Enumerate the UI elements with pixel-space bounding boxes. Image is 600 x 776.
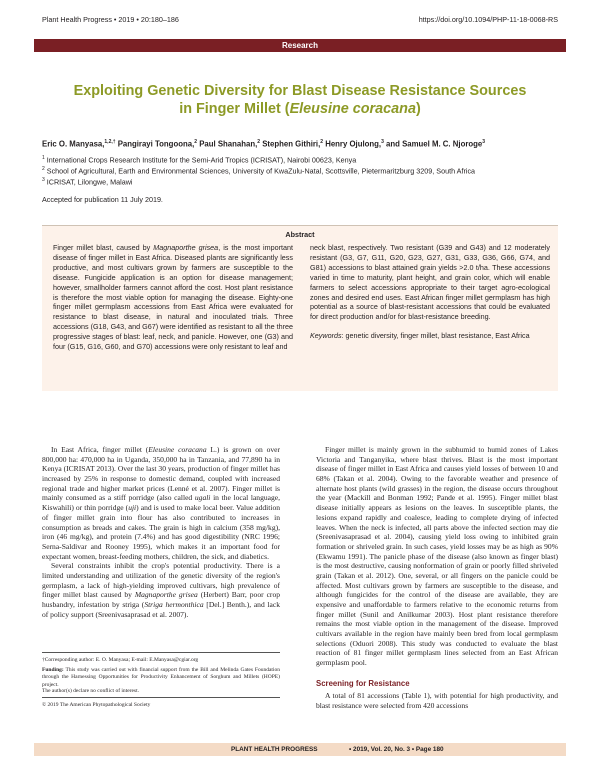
pathogen-name: Magnaporthe grisea bbox=[153, 243, 219, 252]
title-line-1: Exploiting Genetic Diversity for Blast Disease Resistance Sources bbox=[73, 83, 527, 99]
abstract-box bbox=[42, 225, 558, 391]
page-footer bbox=[34, 743, 566, 756]
doi-link[interactable]: https://doi.org/10.1094/PHP-11-18-0068-RS bbox=[418, 15, 558, 24]
paragraph: A total of 81 accessions (Table 1), with potential for high productivity, and blast resistance were selected from 420 accessions bbox=[316, 691, 558, 710]
conflict-note: The author(s) declare no conflict of interest. bbox=[42, 688, 139, 694]
keywords-label: Keywords bbox=[310, 331, 342, 341]
affiliation: $^2$ School of Agricultural, Earth and Environmental Sciences, University of KwaZulu-Natal, Scottsville, Pietermaritzburg 3209, South Africa bbox=[42, 166, 476, 176]
paragraph: Finger millet is mainly grown in the subhumid to humid zones of Lakes Victoria and Tanganyika, where blast thrives. Blast is the most important disease of finger millet in East Africa and causes yield losses of between 10 and 68% (Takan et al. 2004). Owing to the favorable weather and presence of alternate host plants (wild grasses) in the region, the disease occurs throughout the year (Mackill and Bonman 1992; Pande et al. 1995). Finger millet blast disease initially appears as lesions on the leaves. In susceptible plants, the lesions expand rapidly and coalesce, leading to complete drying of infected leaves. When the neck is infected, all parts above the infected section may die (Sreenivasaprasad et al. 2004), causing yield loss owing to inhibited grain formation or shriveled grain. In such cases, yield losses may be as high as 90% (Ekwamu 1991). The panicle phase of the disease (also known as finger blast) is the most destructive, causing nonformation of grain or poorly filled shriveled grain (Takan et al. 2012). One, several, or all fingers on the panicle could be affected. Most cultivars grown by farmers are susceptible to the disease, and although fungicides for the control of the disease are available, they are expensive and unaffordable to farmers relative to the economic returns from finger millet (Sunil and Anilkumar 2003). Host plant resistance therefore remains the most viable option in the management of the disease. Improved cultivars available in the region have mainly been bred from local germplasm selections (Oduori 2008). This study was conducted to evaluate the blast reaction of 81 finger millet germplasm lines selected from an East African germplasm pool. bbox=[316, 445, 558, 668]
running-head bbox=[42, 15, 558, 25]
accepted-date: Accepted for publication 11 July 2019. bbox=[42, 195, 163, 204]
title-species: Eleusine coracana bbox=[289, 101, 416, 117]
author: Henry Ojulong, bbox=[325, 139, 382, 149]
footer-journal: PLANT HEALTH PROGRESS bbox=[231, 746, 318, 753]
author: Stephen Githiri, bbox=[262, 139, 321, 149]
abstract-heading: Abstract bbox=[285, 230, 315, 239]
body-left-column bbox=[42, 445, 280, 619]
keywords: Keywords: genetic diversity, finger millet, blast resistance, East Africa bbox=[310, 331, 530, 341]
footnote-divider bbox=[42, 652, 280, 653]
author: Pangirayi Tongoona, bbox=[117, 139, 195, 149]
body-right-column bbox=[316, 445, 558, 668]
corresponding-author-note: †Corresponding author: E. O. Manyasa; E-mail: E.Manyasa@cgiar.org bbox=[42, 657, 199, 663]
author: and Samuel M. C. Njoroge bbox=[386, 139, 483, 149]
section-heading: Screening for Resistance bbox=[316, 679, 410, 688]
abstract-right-column: neck blast, respectively. Two resistant (G39 and G43) and 12 moderately resistant (G3, G7, G11, G20, G23, G27, G31, G33, G36, G66, G74, and G81) accessions to blast attained grain yields >2.0 t/ha. These accessions varied in time to maturity, plant height, and grain color, which will enable farmers to select accessions appropriate to their target agro-ecological zones and desired end uses. East African finger millet germplasm has high potential as a source of blast-resistant accessions that could be evaluated for direct production and/or for blast-resistance breeding. Keywords: genetic diversity, finger millet, blast resistance, East Africa bbox=[310, 243, 550, 341]
section-label: Research bbox=[34, 39, 566, 52]
journal-citation: Plant Health Progress • 2019 • 20:180–186 bbox=[42, 15, 179, 24]
footer-volume-page: • 2019, Vol. 20, No. 3 • Page 180 bbox=[349, 746, 444, 753]
article-title bbox=[40, 82, 560, 118]
author: Eric O. Manyasa, bbox=[42, 139, 105, 149]
paragraph: In East Africa, finger millet (Eleusine coracana L.) is grown on over 800,000 ha: 470,000 ha in Uganda, 350,000 ha in Tanzania, and 77,890 ha in Kenya (ICRISAT 2013). Over the last 30 years, production of finger millet has increased by 25% in response to domestic demand, coupled with increased regional trade and higher market prices (Lenné et al. 2007). Finger millet is mainly consumed as a stiff porridge (also called ugali in the local language, Kiswahili) or thin porridge (uji) and is used to make local beer. Value addition of finger millet grain into flour has also contributed to increases in consumption as breads and cakes. The grain is high in calcium (358 mg/kg), iron (46 mg/kg), and protein (7.4%) and has good digestibility (NRC 1996; Serna-Saldivar and Rooney 1995), which makes it an important food for expectant women, breast-feeding mothers, children, the sick, and diabetics. bbox=[42, 445, 281, 561]
affiliation: $^3$ ICRISAT, Lilongwe, Malawi bbox=[42, 177, 133, 187]
abstract-left-column: Finger millet blast, caused by Magnaporthe grisea, is the most important disease of finger millet in East Africa. Diseased plants are significantly less productive, and most cultivars grown by farmers are susceptible to the disease. Fungicide application is an option for disease management; however, smallholder farmers cannot afford the cost. Host plant resistance is therefore the most viable option for managing the disease. Eighty-one finger millet germplasm accessions from East Africa were evaluated for resistance to blast disease, in natural and inoculated trials. Three accessions (G18, G43, and G67) were identified as resistant to all the three progressive stages of blast: leaf, neck, and panicle. However, one (G3) and four (G15, G16, G60, and G70) accessions were only resistant to leaf and bbox=[53, 243, 294, 352]
title-line-2-suffix: ) bbox=[415, 101, 421, 117]
copyright-divider bbox=[42, 697, 280, 698]
copyright-note: © 2019 The American Phytopathological Society bbox=[42, 702, 151, 708]
author-list: Eric O. Manyasa,$^{1,2,\dagger}$ Pangirayi Tongoona,$^2$ Paul Shanahan,$^2$ Stephen Githiri,$^2$ Henry Ojulong,$^3$ and Samuel M. C. Njoroge$^3$ bbox=[42, 139, 486, 149]
affiliation: $^1$ International Crops Research Institute for the Semi-Arid Tropics (ICRISAT), Nairobi 00623, Kenya bbox=[42, 155, 357, 165]
paragraph: Several constraints inhibit the crop's potential productivity. There is a limited understanding and utilization of the genetic diversity of the region's germplasm, a lack of high-yielding improved cultivars, high prevalence of finger millet blast caused by Magnaporthe grisea (Herbert) Barr, poor crop husbandry, infestation by striga (Striga hermonthica [Del.] Benth.), and lack of policy support (Sreenivasaprasad et al. 2007). bbox=[42, 561, 280, 619]
funding-note: Funding: This study was carried out with financial support from the Bill and Melinda Gates Foundation through the Harnessing Opportunities for Productivity Enhancement of Sorghum and Millets (HOPE) project. bbox=[42, 667, 280, 688]
author: Paul Shanahan, bbox=[199, 139, 258, 149]
title-line-2-prefix: in Finger Millet ( bbox=[179, 101, 290, 117]
